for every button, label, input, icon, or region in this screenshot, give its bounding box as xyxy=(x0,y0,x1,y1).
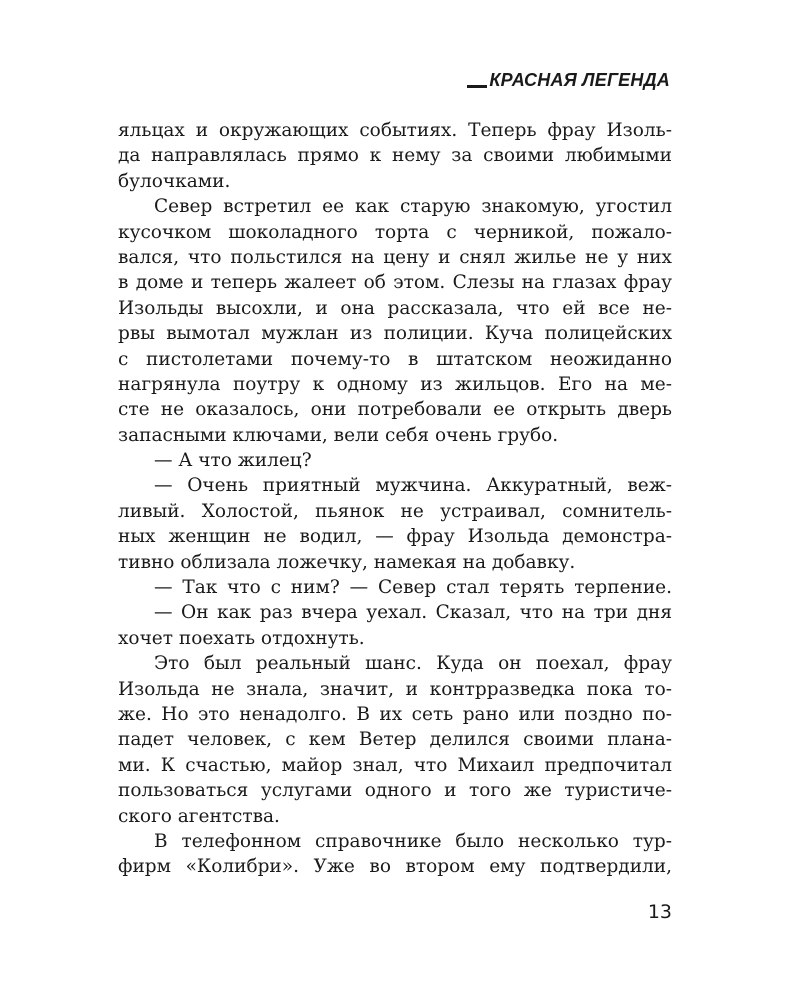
text-line: яльцах и окружающих событиях. Теперь фрау Изоль- xyxy=(118,120,672,141)
header-rule xyxy=(467,85,487,88)
text-line: хочет поехать отдохнуть. xyxy=(118,627,365,649)
text-line: с пистолетами почему-то в штатском неожиданно xyxy=(118,348,672,370)
text-line: рвы вымотал мужлан из полиции. Куча полицейских xyxy=(118,323,672,345)
running-header-title: КРАСНАЯ ЛЕГЕНДА xyxy=(489,70,670,90)
text-line: — Очень приятный мужчина. Аккуратный, веж- xyxy=(154,475,672,497)
text-line: ных женщин не водил, — фрау Изольда демонстра- xyxy=(118,526,672,548)
page-number: 13 xyxy=(647,901,672,923)
text-line: Изольда не знала, значит, и контрразведка пока то- xyxy=(118,678,672,700)
text-line: ливый. Холостой, пьянок не устраивал, сомнитель- xyxy=(118,500,672,522)
text-line: — А что жилец? xyxy=(154,450,312,472)
text-line: пользоваться услугами одного и того же туристиче- xyxy=(118,780,672,802)
text-line: да направлялась прямо к нему за своими любимыми xyxy=(118,145,672,167)
text-line: — Он как раз вчера уехал. Сказал, что на три дня xyxy=(154,602,672,624)
text-line: — Так что с ним? — Север стал терять терпение. xyxy=(154,577,672,599)
text-line: нагрянула поутру к одному из жильцов. Его на ме- xyxy=(118,373,672,395)
text-line: фирм «Колибри». Уже во втором ему подтвердили, xyxy=(118,856,672,878)
text-line: кусочком шоколадного торта с черникой, пожало- xyxy=(118,221,672,243)
text-line: тивно облизала ложечку, намекая на добавку. xyxy=(118,551,576,573)
text-line: в доме и теперь жалеет об этом. Слезы на глазах фрау xyxy=(118,272,672,294)
text-line: же. Но это ненадолго. В их сеть рано или поздно по- xyxy=(118,703,672,725)
text-line: ми. К счастью, майор знал, что Михаил предпочитал xyxy=(118,754,672,776)
text-line: сте не оказалось, они потребовали ее открыть дверь xyxy=(118,399,672,421)
text-line: вался, что польстился на цену и снял жилье не у них xyxy=(118,246,672,268)
text-line: Это был реальный шанс. Куда он поехал, фрау xyxy=(154,653,672,675)
body-text xyxy=(118,118,672,880)
text-line: Изольды высохли, и она рассказала, что ей все не- xyxy=(118,297,672,319)
text-line: запасными ключами, вели себя очень грубо. xyxy=(118,424,559,446)
running-header xyxy=(434,68,670,92)
text-line: ского агентства. xyxy=(118,805,280,827)
text-line: булочками. xyxy=(118,170,231,192)
text-line: В телефонном справочнике было несколько тур- xyxy=(154,830,672,852)
text-line: падет человек, с кем Ветер делился своими плана- xyxy=(118,729,672,751)
text-line: Север встретил ее как старую знакомую, угостил xyxy=(154,196,672,218)
